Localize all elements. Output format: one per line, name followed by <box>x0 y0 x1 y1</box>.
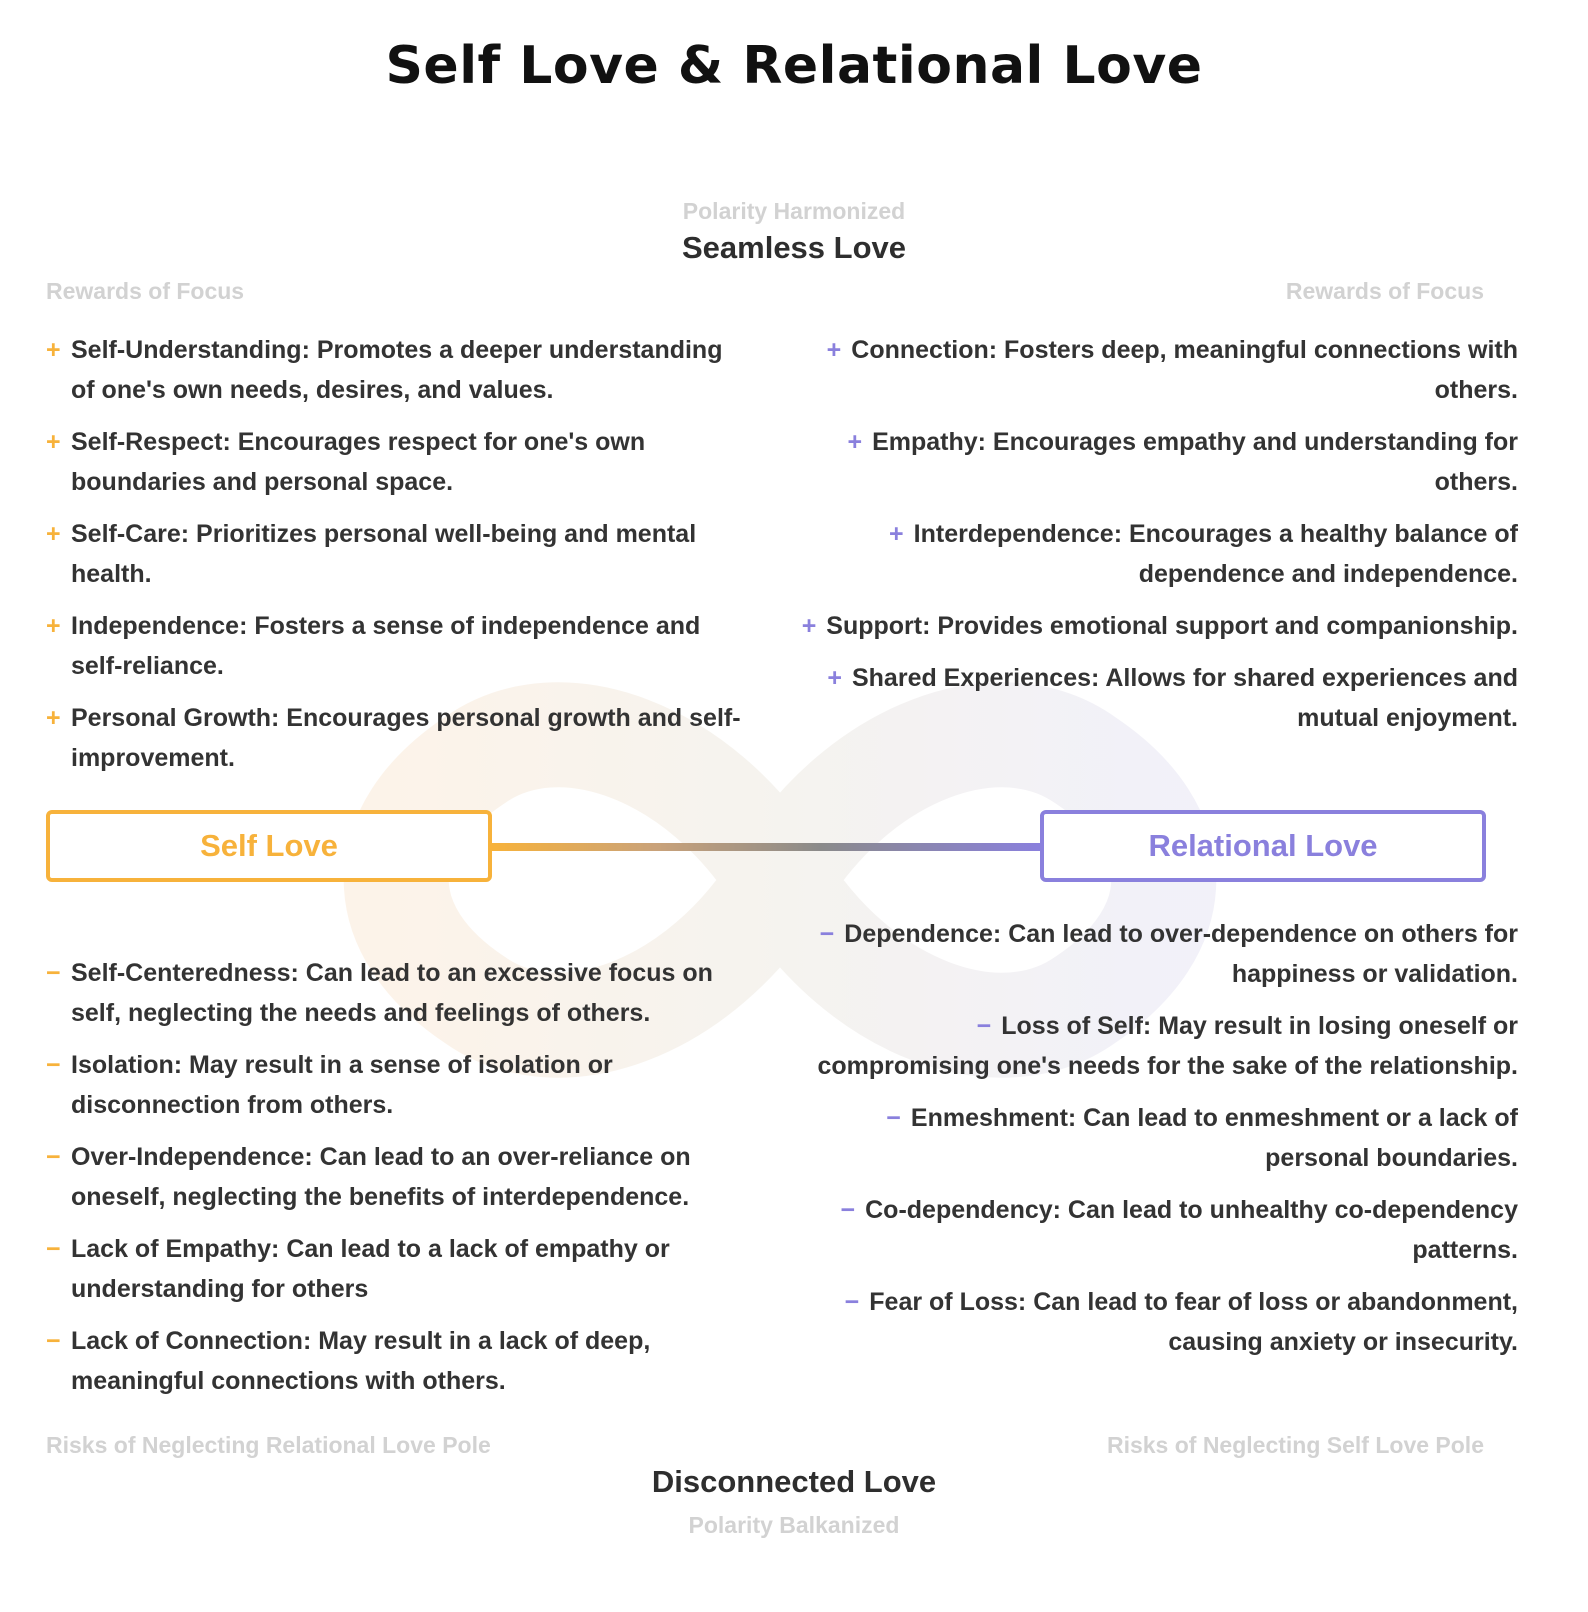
bottom-polarity-name: Disconnected Love <box>651 1464 937 1499</box>
plus-icon: + <box>46 336 61 364</box>
list-item <box>46 1321 746 1401</box>
plus-icon: + <box>827 664 842 692</box>
self-risks-list <box>46 953 746 1413</box>
list-item-text: Empathy: Encourages empathy and understanding for others. <box>872 428 1518 496</box>
list-item-text: Shared Experiences: Allows for shared experiences and mutual enjoyment. <box>851 664 1518 732</box>
plus-icon: + <box>847 428 863 456</box>
bottom-polarity-caption: Polarity Balkanized <box>688 1512 900 1538</box>
list-item-text: Self-Care: Prioritizes personal well-being and mental health. <box>71 520 697 588</box>
list-item <box>46 1137 746 1217</box>
plus-icon: + <box>46 704 61 732</box>
minus-icon: − <box>819 920 835 948</box>
bottom-right-section-label: Risks of Neglecting Self Love Pole <box>1106 1432 1484 1458</box>
top-right-section-label: Rewards of Focus <box>1285 278 1484 304</box>
list-item <box>800 1006 1518 1086</box>
list-item-text: Connection: Fosters deep, meaningful connections with others. <box>851 336 1518 404</box>
list-item-text: Dependence: Can lead to over-dependence on others for happiness or validation. <box>844 920 1518 988</box>
list-item <box>800 658 1518 738</box>
plus-icon: + <box>801 612 817 640</box>
list-item <box>800 606 1518 646</box>
minus-icon: − <box>46 1235 61 1263</box>
list-item-text: Lack of Empathy: Can lead to a lack of empathy or understanding for others <box>71 1235 670 1303</box>
list-item <box>46 1045 746 1125</box>
list-item-text: Self-Understanding: Promotes a deeper understanding of one's own needs, desires, and values. <box>71 336 723 404</box>
plus-icon: + <box>46 520 61 548</box>
minus-icon: − <box>46 1051 61 1079</box>
page-title: Self Love & Relational Love <box>385 36 1203 96</box>
list-item <box>46 698 746 778</box>
plus-icon: + <box>826 336 842 364</box>
plus-icon: + <box>889 520 904 548</box>
list-item-text: Self-Respect: Encourages respect for one's own boundaries and personal space. <box>71 428 646 496</box>
minus-icon: − <box>976 1012 992 1040</box>
list-item <box>46 953 746 1033</box>
minus-icon: − <box>844 1288 860 1316</box>
minus-icon: − <box>886 1104 901 1132</box>
top-polarity-caption: Polarity Harmonized <box>682 198 906 224</box>
top-left-section-label: Rewards of Focus <box>46 278 245 304</box>
list-item <box>800 514 1518 594</box>
list-item <box>46 422 746 502</box>
list-item-text: Loss of Self: May result in losing oneself or compromising one's needs for the sake of the relationship. <box>817 1012 1518 1080</box>
list-item <box>800 914 1518 994</box>
list-item <box>46 514 746 594</box>
list-item <box>46 1229 746 1309</box>
list-item-text: Personal Growth: Encourages personal growth and self-improvement. <box>71 704 741 772</box>
list-item-text: Isolation: May result in a sense of isolation or disconnection from others. <box>71 1051 613 1119</box>
list-item-text: Fear of Loss: Can lead to fear of loss or abandonment, causing anxiety or insecurity. <box>869 1288 1518 1356</box>
list-item-text: Over-Independence: Can lead to an over-reliance on oneself, neglecting the benefits of interdependence. <box>71 1143 691 1211</box>
relational-love-pole-box: Relational Love <box>1040 810 1486 882</box>
relational-rewards-list <box>800 330 1518 750</box>
bottom-left-section-label: Risks of Neglecting Relational Love Pole <box>46 1432 491 1458</box>
plus-icon: + <box>46 612 61 640</box>
list-item-text: Independence: Fosters a sense of independence and self-reliance. <box>71 612 701 680</box>
pole-connector-line <box>492 843 1040 851</box>
top-polarity-name: Seamless Love <box>681 230 907 265</box>
list-item <box>46 606 746 686</box>
list-item-text: Self-Centeredness: Can lead to an excessive focus on self, neglecting the needs and feelings of others. <box>71 959 713 1027</box>
minus-icon: − <box>840 1196 856 1224</box>
self-love-pole-box: Self Love <box>46 810 492 882</box>
self-rewards-list <box>46 330 746 790</box>
list-item <box>800 330 1518 410</box>
list-item-text: Lack of Connection: May result in a lack of deep, meaningful connections with others. <box>71 1327 651 1395</box>
list-item <box>800 1282 1518 1362</box>
list-item <box>46 330 746 410</box>
minus-icon: − <box>46 1143 61 1171</box>
list-item-text: Co-dependency: Can lead to unhealthy co-dependency patterns. <box>865 1196 1518 1264</box>
minus-icon: − <box>46 1327 61 1355</box>
minus-icon: − <box>46 959 61 987</box>
list-item-text: Enmeshment: Can lead to enmeshment or a lack of personal boundaries. <box>910 1104 1518 1172</box>
list-item <box>800 1190 1518 1270</box>
list-item-text: Interdependence: Encourages a healthy balance of dependence and independence. <box>913 520 1518 588</box>
relational-risks-list <box>800 914 1518 1374</box>
list-item-text: Support: Provides emotional support and companionship. <box>826 612 1518 640</box>
list-item <box>800 422 1518 502</box>
list-item <box>800 1098 1518 1178</box>
plus-icon: + <box>46 428 61 456</box>
